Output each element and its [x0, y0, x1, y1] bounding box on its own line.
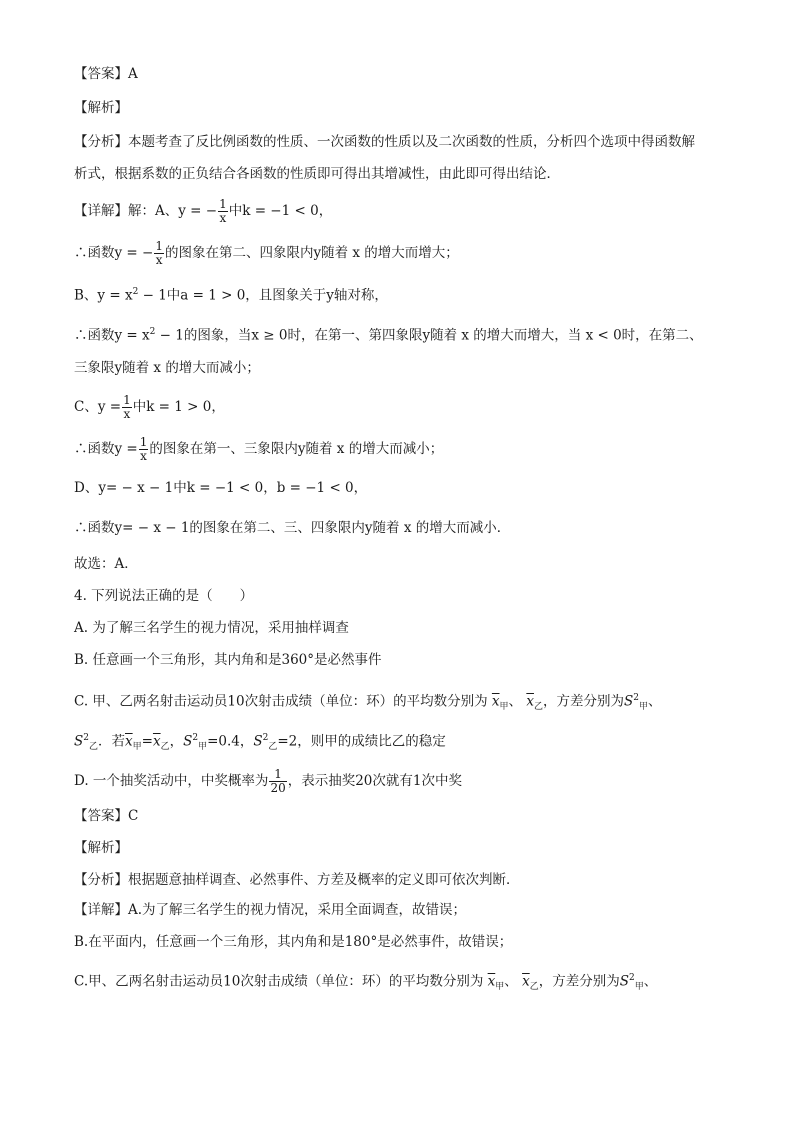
exponent: 2: [132, 287, 139, 297]
detail-c2-text: ∴函数y =: [74, 441, 138, 457]
subscript: 甲: [495, 982, 505, 993]
option-c-mid: ，方差分别为: [542, 693, 624, 710]
analysis-heading-2: [74, 838, 128, 858]
text-segment: ，: [169, 733, 184, 750]
detail-line-b2: [74, 322, 703, 346]
text-segment: =0.4，: [207, 733, 254, 750]
detail-2-c-tail: 、: [643, 973, 658, 990]
variance-symbol: S: [623, 693, 634, 710]
answer-line-1: [74, 64, 138, 84]
detail-line-b3: [74, 358, 260, 378]
detail-a-tail: 中k = −1 < 0，: [228, 203, 333, 219]
detail-line-b: [74, 282, 388, 306]
equals-sign: =: [141, 733, 153, 750]
analysis-text-2: 【解析】: [74, 840, 128, 856]
fraction-1-over-20: [269, 768, 286, 795]
fraction-denominator: x: [123, 407, 131, 421]
detail-2-line-c: [74, 968, 657, 997]
analysis-heading-1: [74, 98, 128, 118]
variance-symbol: S: [183, 733, 193, 750]
subscript: 乙: [268, 742, 278, 753]
fraction-numerator: 1: [139, 435, 148, 449]
exponent: 2: [192, 733, 199, 743]
subscript: 乙: [160, 742, 170, 753]
detail-2-line-a: [74, 900, 466, 920]
detail-line-c: [74, 394, 225, 421]
fraction-numerator: 1: [219, 197, 227, 211]
text-segment: ．若: [98, 733, 125, 750]
detail-a-text: 【详解】解：A、y = −: [74, 203, 218, 219]
fraction-denominator: x: [155, 253, 163, 267]
detail-c2-tail: 的图象在第一、三象限内y随着 x 的增大而减小；: [149, 441, 444, 457]
choice-line-1: [74, 554, 138, 574]
detail-c-tail: 中k = 1 > 0，: [132, 399, 225, 415]
option-a-text: A. 为了解三名学生的视力情况，采用抽样调查: [74, 620, 349, 636]
text-segment: =2，则甲的成绩比乙的稳定: [277, 733, 446, 750]
fraction-denominator: 20: [270, 781, 286, 795]
mean-symbol: $\overline{x}$: [491, 693, 500, 710]
detail-2-c-text: C.甲、乙两名射击运动员10次射击成绩（单位：环）的平均数分别为: [74, 973, 484, 990]
analysis-para-1b: 析式，根据系数的正负结合各函数的性质即可得出其增减性，由此即可得出结论．: [74, 166, 560, 182]
mean-symbol: $\overline{x}$: [125, 733, 133, 750]
answer-text-1: 【答案】A: [74, 66, 138, 82]
detail-a2-text: ∴函数y = −: [74, 245, 154, 261]
fraction-1-over-x: [218, 198, 228, 225]
variance-symbol: S: [74, 733, 84, 750]
detail-line-d2: [74, 518, 510, 538]
variance-symbol: S: [619, 973, 629, 990]
option-d-text: D. 一个抽奖活动中，中奖概率为: [74, 773, 269, 789]
detail-line-a: [74, 198, 332, 225]
choice-text-1: 故选：A．: [74, 556, 138, 572]
answer-line-2: [74, 806, 138, 826]
analysis-line-2: [74, 164, 560, 184]
detail-b-text: B、y = x: [74, 287, 133, 304]
option-c-line-1: [74, 688, 661, 717]
analysis-line-1: [74, 132, 695, 152]
fraction-numerator: 1: [274, 767, 282, 781]
option-b-text: B. 任意画一个三角形，其内角和是360°是必然事件: [74, 652, 382, 668]
mean-symbol: $\overline{x}$: [526, 693, 534, 710]
question-4-text: 4. 下列说法正确的是（ ）: [74, 588, 254, 604]
detail-line-c2: [74, 436, 443, 463]
exponent: 2: [633, 693, 639, 703]
detail-2-c-mid: ，方差分别为: [538, 973, 620, 990]
subscript: 乙: [88, 742, 98, 753]
option-b: [74, 650, 382, 670]
option-c-line-2: [74, 728, 446, 757]
subscript: 甲: [638, 702, 648, 713]
detail-line-a2: [74, 240, 459, 267]
fraction-numerator: 1: [123, 393, 131, 407]
detail-d2-text: ∴函数y= − x − 1的图象在第二、三、四象限内y随着 x 的增大而减小．: [74, 520, 511, 536]
question-4-stem: [74, 586, 253, 606]
exponent: 2: [262, 733, 269, 743]
separator: 、: [508, 693, 523, 710]
option-c-tail: 、: [647, 693, 662, 710]
option-a: [74, 618, 349, 638]
answer-text-2: 【答案】C: [74, 808, 139, 824]
detail-line-d: [74, 478, 367, 498]
subscript: 乙: [529, 982, 539, 993]
subscript: 甲: [198, 742, 208, 753]
detail-b-tail: − 1中a = 1 > 0，且图象关于y轴对称，: [138, 287, 388, 304]
subscript: 甲: [634, 982, 644, 993]
mean-symbol: $\overline{x}$: [522, 973, 530, 990]
detail-c-text: C、y =: [74, 399, 122, 415]
detail-b3-text: 三象限y随着 x 的增大而减小；: [74, 360, 260, 376]
exponent: 2: [83, 733, 89, 743]
detail-2-line-b: [74, 932, 512, 952]
detail-2-a-text: 【详解】A.为了解三名学生的视力情况，采用全面调查，故错误；: [74, 902, 467, 918]
fraction-1-over-x: [154, 240, 164, 267]
fraction-numerator: 1: [155, 239, 163, 253]
fraction-denominator: x: [219, 211, 227, 225]
variance-symbol: S: [253, 733, 263, 750]
analysis-para-2: 【分析】根据题意抽样调查、必然事件、方差及概率的定义即可依次判断．: [74, 872, 520, 888]
analysis-para-1a: 【分析】本题考查了反比例函数的性质、一次函数的性质以及二次函数的性质，分析四个选项中得函数解: [74, 134, 695, 150]
option-d-tail: ，表示抽奖20次就有1次中奖: [287, 773, 462, 789]
detail-d-text: D、y= − x − 1中k = −1 < 0，b = −1 < 0，: [74, 480, 368, 496]
option-c-text: C. 甲、乙两名射击运动员10次射击成绩（单位：环）的平均数分别为: [74, 693, 488, 710]
analysis-line-3: [74, 870, 520, 890]
detail-b2-tail: − 1的图象，当x ≥ 0时，在第一、第四象限y随着 x 的增大而增大，当 x < 0时，在第二、: [155, 327, 703, 344]
fraction-denominator: x: [140, 449, 147, 463]
subscript: 甲: [499, 702, 509, 713]
exponent: 2: [628, 973, 635, 983]
detail-2-b-text: B.在平面内，任意画一个三角形，其内角和是180°是必然事件，故错误；: [74, 934, 513, 950]
detail-a2-tail: 的图象在第二、四象限内y随着 x 的增大而增大；: [164, 245, 459, 261]
detail-b2-text: ∴函数y = x: [74, 327, 150, 344]
analysis-text-1: 【解析】: [74, 100, 128, 116]
subscript: 甲: [132, 742, 142, 753]
mean-symbol: $\overline{x}$: [487, 973, 496, 990]
mean-symbol: $\overline{x}$: [152, 733, 161, 750]
separator: 、: [504, 973, 518, 990]
fraction-1-over-x: [122, 394, 132, 421]
fraction-1-over-x: [139, 436, 149, 463]
subscript: 乙: [533, 702, 543, 713]
exponent: 2: [149, 327, 156, 337]
option-d: [74, 768, 462, 795]
